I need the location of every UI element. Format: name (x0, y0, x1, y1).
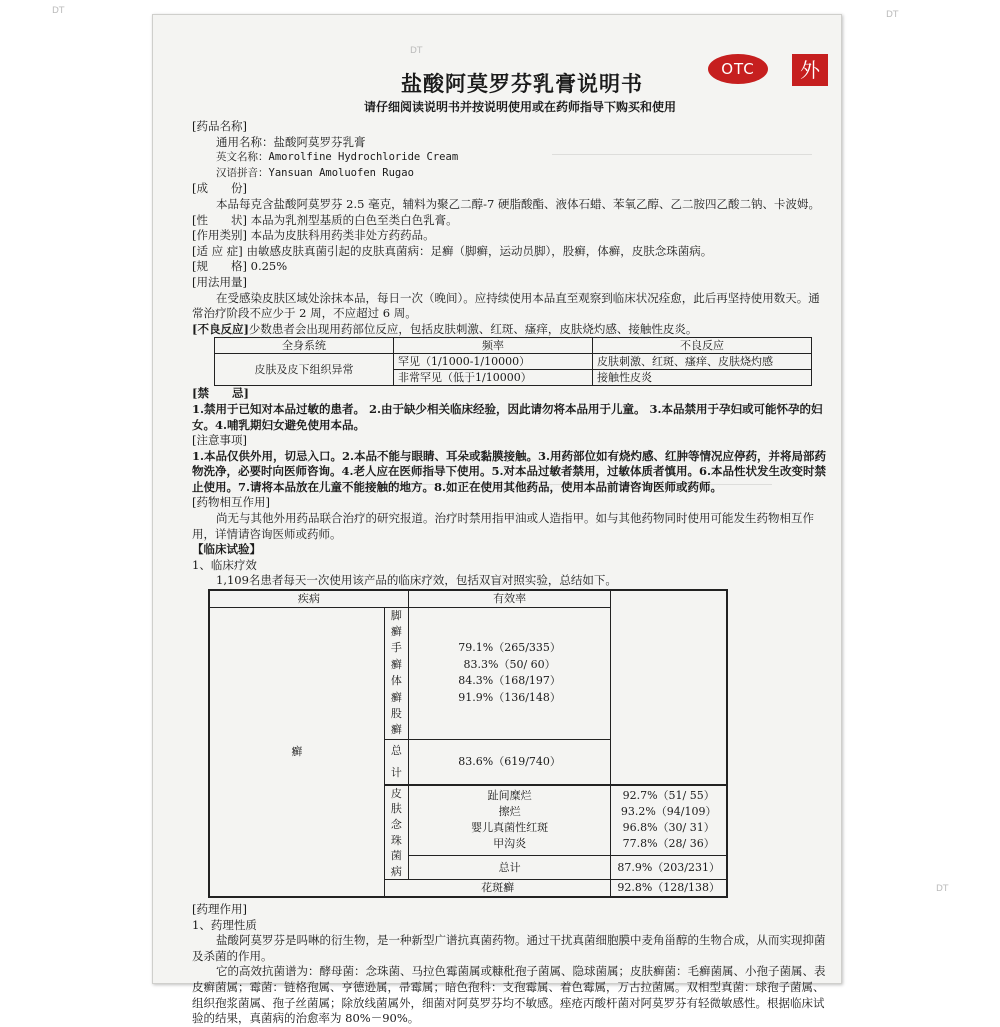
total-label: 总计 (408, 855, 611, 880)
efficacy-rate: 77.8%（28/ 36） (622, 837, 715, 851)
usage-section (192, 275, 828, 322)
section-heading: [注意事项] (192, 433, 247, 448)
efficacy-rate: 92.8%（128/138） (611, 880, 727, 897)
clinical-section (192, 542, 828, 898)
category-text: 本品为皮肤科用药类非处方药药品。 (250, 228, 435, 243)
reaction-cell: 接触性皮炎 (593, 370, 812, 386)
pharmacology-subheading: 1、药理性质 (192, 917, 257, 932)
clinical-efficacy-table (208, 589, 728, 898)
table-row (209, 607, 727, 739)
efficacy-rate: 91.9%（136/148） (458, 690, 561, 704)
adverse-reactions-table (214, 337, 812, 386)
section-heading: [适 应 症] (192, 243, 243, 258)
column-header: 频率 (394, 338, 593, 354)
section-heading: [性 状] (192, 212, 247, 227)
group-cell: 皮肤念珠菌病 (384, 785, 408, 880)
disease-name: 脚癣 (390, 608, 402, 639)
specification-text: 0.25% (250, 259, 288, 274)
pharmacology-section (192, 902, 828, 1027)
external-use-badge: 外 (792, 54, 828, 86)
specification-line (192, 259, 828, 275)
section-heading: [不良反应] (192, 321, 249, 336)
efficacy-rate: 92.7%（51/ 55） (622, 789, 715, 803)
column-header: 有效率 (408, 590, 611, 607)
efficacy-rate: 84.3%（168/197） (458, 674, 561, 688)
properties-line (192, 213, 828, 229)
disease-name: 擦烂 (498, 805, 521, 819)
disease-name: 趾间糜烂 (487, 789, 532, 803)
total-label: 总计 (384, 739, 408, 785)
efficacy-rate: 93.2%（94/109） (620, 805, 717, 819)
rate-cell (611, 785, 727, 855)
leaflet-page (152, 14, 842, 1026)
section-heading: [禁 忌] (192, 386, 249, 401)
column-header: 疾病 (209, 590, 408, 607)
watermark: DT (52, 6, 65, 16)
pinyin-name: 汉语拼音：Yansuan Amoluofen Rugao (216, 166, 414, 179)
section-heading: 【临床试验】 (192, 542, 261, 557)
column-header: 全身系统 (215, 338, 394, 354)
disease-name: 手癣 (390, 641, 402, 671)
column-header: 不良反应 (593, 338, 812, 354)
disease-cell (384, 607, 408, 739)
english-name: 英文名称：Amorolfine Hydrochloride Cream (216, 151, 459, 164)
usage-text: 在受感染皮肤区域处涂抹本品，每日一次（晚间）。应持续使用本品直至观察到临床状况痊愈，此后再坚持使用数天。通常治疗阶段不应少于 2 周，不应超过 6 周。 (192, 290, 820, 321)
pharmacology-text: 盐酸阿莫罗芬是吗啉的衍生物，是一种新型广谱抗真菌药物。通过干扰真菌细胞膜中麦角甾醇的生物合成，从而实现抑菌及杀菌的作用。 (192, 933, 826, 963)
table-header-row (215, 338, 812, 354)
watermark: DT (936, 884, 949, 894)
adverse-section (192, 322, 828, 387)
table-row (215, 354, 812, 370)
category-line (192, 228, 828, 244)
composition-text: 本品每克含盐酸阿莫罗芬 2.5 毫克，辅料为聚乙二醇-7 硬脂酸酯、液体石蜡、苯氧乙醇、乙二胺四乙酸二钠、卡波姆。 (216, 196, 820, 211)
section-heading: [药品名称] (192, 119, 247, 133)
precautions-section (192, 433, 828, 495)
disease-name: 体癣 (390, 674, 402, 704)
disease-cell (408, 785, 611, 855)
adverse-line (192, 322, 828, 338)
section-heading: [用法用量] (192, 274, 247, 289)
frequency-cell: 非常罕见（低于1/10000） (394, 370, 593, 386)
generic-name: 通用名称：盐酸阿莫罗芬乳膏 (216, 134, 366, 149)
disease-name: 股癣 (390, 707, 402, 737)
total-rate: 83.6%（619/740） (408, 739, 611, 785)
interactions-text: 尚无与其他外用药品联合治疗的研究报道。治疗时禁用指甲油或人造指甲。如与其他药物同时使用可能发生药物相互作用，详情请咨询医师或药师。 (192, 511, 814, 541)
reaction-cell: 皮肤刺激、红斑、瘙痒、皮肤烧灼感 (593, 354, 812, 370)
disease-name: 婴儿真菌性红斑 (471, 821, 549, 835)
efficacy-rate: 83.3%（50/ 60） (463, 657, 556, 671)
section-heading: [作用类别] (192, 228, 247, 243)
group-cell: 癣 (209, 607, 384, 897)
section-heading: [成 份] (192, 181, 247, 196)
section-heading: [药理作用] (192, 902, 247, 917)
contraindications-text: 1.禁用于已知对本品过敏的患者。 2.由于缺少相关临床经验，因此请勿将本品用于儿童。 3.本品禁用于孕妇或可能怀孕的妇女。4.哺乳期妇女避免使用本品。 (192, 401, 823, 432)
otc-badge: OTC (708, 54, 768, 84)
indications-line (192, 244, 828, 260)
disease-name: 甲沟炎 (493, 837, 527, 851)
document-title: 盐酸阿莫罗芬乳膏说明书 (401, 71, 643, 96)
rate-cell (408, 607, 611, 739)
system-cell: 皮肤及皮下组织异常 (215, 354, 394, 386)
document-subtitle: 请仔细阅读说明书并按说明使用或在药师指导下购买和使用 (363, 100, 676, 114)
watermark: DT (410, 46, 423, 56)
watermark: DT (886, 10, 899, 20)
drug-name-section (192, 119, 828, 181)
disease-cell: 花斑癣 (384, 880, 611, 897)
adverse-text: 少数患者会出现用药部位反应，包括皮肤刺激、红斑、瘙痒，皮肤烧灼感、接触性皮炎。 (248, 321, 698, 336)
pharmacology-text: 它的高效抗菌谱为：酵母菌：念珠菌、马拉色霉菌属或糠秕孢子菌属、隐球菌属；皮肤癣菌：毛癣菌属、小孢子菌属、表皮癣菌属；霉菌：链格孢属、亨德逊属，帚霉属；暗色孢科：支孢霉属、着色霉属，万古拉菌属。双相型真菌：球孢子菌属、组织孢浆菌属、孢子丝菌属；除放线菌属外，细菌对阿莫罗芬均不敏感。痤疮丙酸杆菌对阿莫罗芬有轻微敏感性。根据临床试验的结果，真菌病的治愈率为 80%－90%。 (192, 964, 826, 1026)
frequency-cell: 罕见（1/1000-1/10000） (394, 354, 593, 370)
section-heading: [规 格] (192, 259, 247, 274)
composition-section (192, 181, 828, 212)
clinical-subheading: 1、临床疗效 (192, 557, 257, 572)
total-rate: 87.9%（203/231） (611, 855, 727, 880)
precautions-text: 1.本品仅供外用，切忌入口。2.本品不能与眼睛、耳朵或黏膜接触。3.用药部位如有烧灼感、红肿等情况应停药，并将局部药物洗净，必要时向医师咨询。4.老人应在医师指导下使用。5.对本品过敏者禁用，过敏体质者慎用。6.本品性状发生改变时禁止使用。7.请将本品放在儿童不能接触的地方。8.如正在使用其他药品，使用本品前请咨询医师或药师。 (192, 448, 827, 494)
clinical-intro: 1,109名患者每天一次使用该产品的临床疗效，包括双盲对照实验，总结如下。 (216, 573, 617, 588)
table-header-row (209, 590, 727, 607)
properties-text: 本品为乳剂型基质的白色至类白色乳膏。 (250, 212, 458, 227)
contraindications-section (192, 386, 828, 433)
section-heading: [药物相互作用] (192, 495, 270, 510)
indications-text: 由敏感皮肤真菌引起的皮肤真菌病：足癣（脚癣，运动员脚），股癣，体癣，皮肤念珠菌病。 (246, 243, 713, 258)
efficacy-rate: 79.1%（265/335） (458, 641, 561, 655)
interactions-section (192, 495, 828, 542)
efficacy-rate: 96.8%（30/ 31） (622, 821, 715, 835)
